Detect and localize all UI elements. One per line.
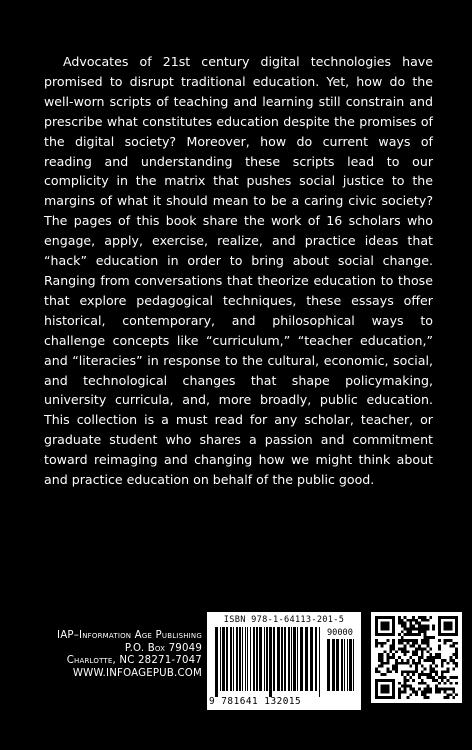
publisher-info [57,630,202,680]
barcode-price-code: 90000 [327,628,353,638]
back-cover-blurb [44,52,433,490]
publisher-name: IAP–Information Age Publishing [57,630,202,641]
isbn-barcode [207,612,361,710]
blurb-text: Advocates of 21st century digital technologies have promised to disrupt traditional education. Yet, how do the well-worn scripts of teaching and learning still constrain and prescribe what constitutes education despite the promises of the digital society? Moreover, how do current ways of reading and understanding these scripts lead to our complicity in the matrix that pushes social justice to the margins of what it should mean to be a caring civic society? The pages of this book share the work of 16 scholars who engage, apply, exercise, realize, and practice ideas that “hack” education in order to bring about social change. Ranging from conversations that theorize education to those that explore pedagogical techniques, these essays offer historical, contemporary, and philosophical ways to challenge concepts like “curriculum,” “teacher education,” and “literacies” in response to the cultural, economic, social, and technological changes that shape policymaking, university curricula, and, more broadly, public education. This collection is a must read for any scholar, teacher, or graduate student who shares a passion and commitment toward reimaging and changing how we might think about and practice education on behalf of the public good. [44,54,433,488]
publisher-address-line1: P.O. Box 79049 [124,642,202,654]
barcode-human-readable: 9 781641 132015 [209,696,302,707]
barcode-icon [215,627,323,697]
price-barcode-icon [327,639,357,697]
barcode-isbn-label: ISBN 978-1-64113-201-5 [223,615,345,625]
publisher-website: WWW.INFOAGEPUB.COM [72,667,202,679]
qr-code-icon [375,616,458,699]
qr-code [371,612,462,703]
publisher-address-line2: Charlotte, NC 28271-7047 [66,655,202,666]
